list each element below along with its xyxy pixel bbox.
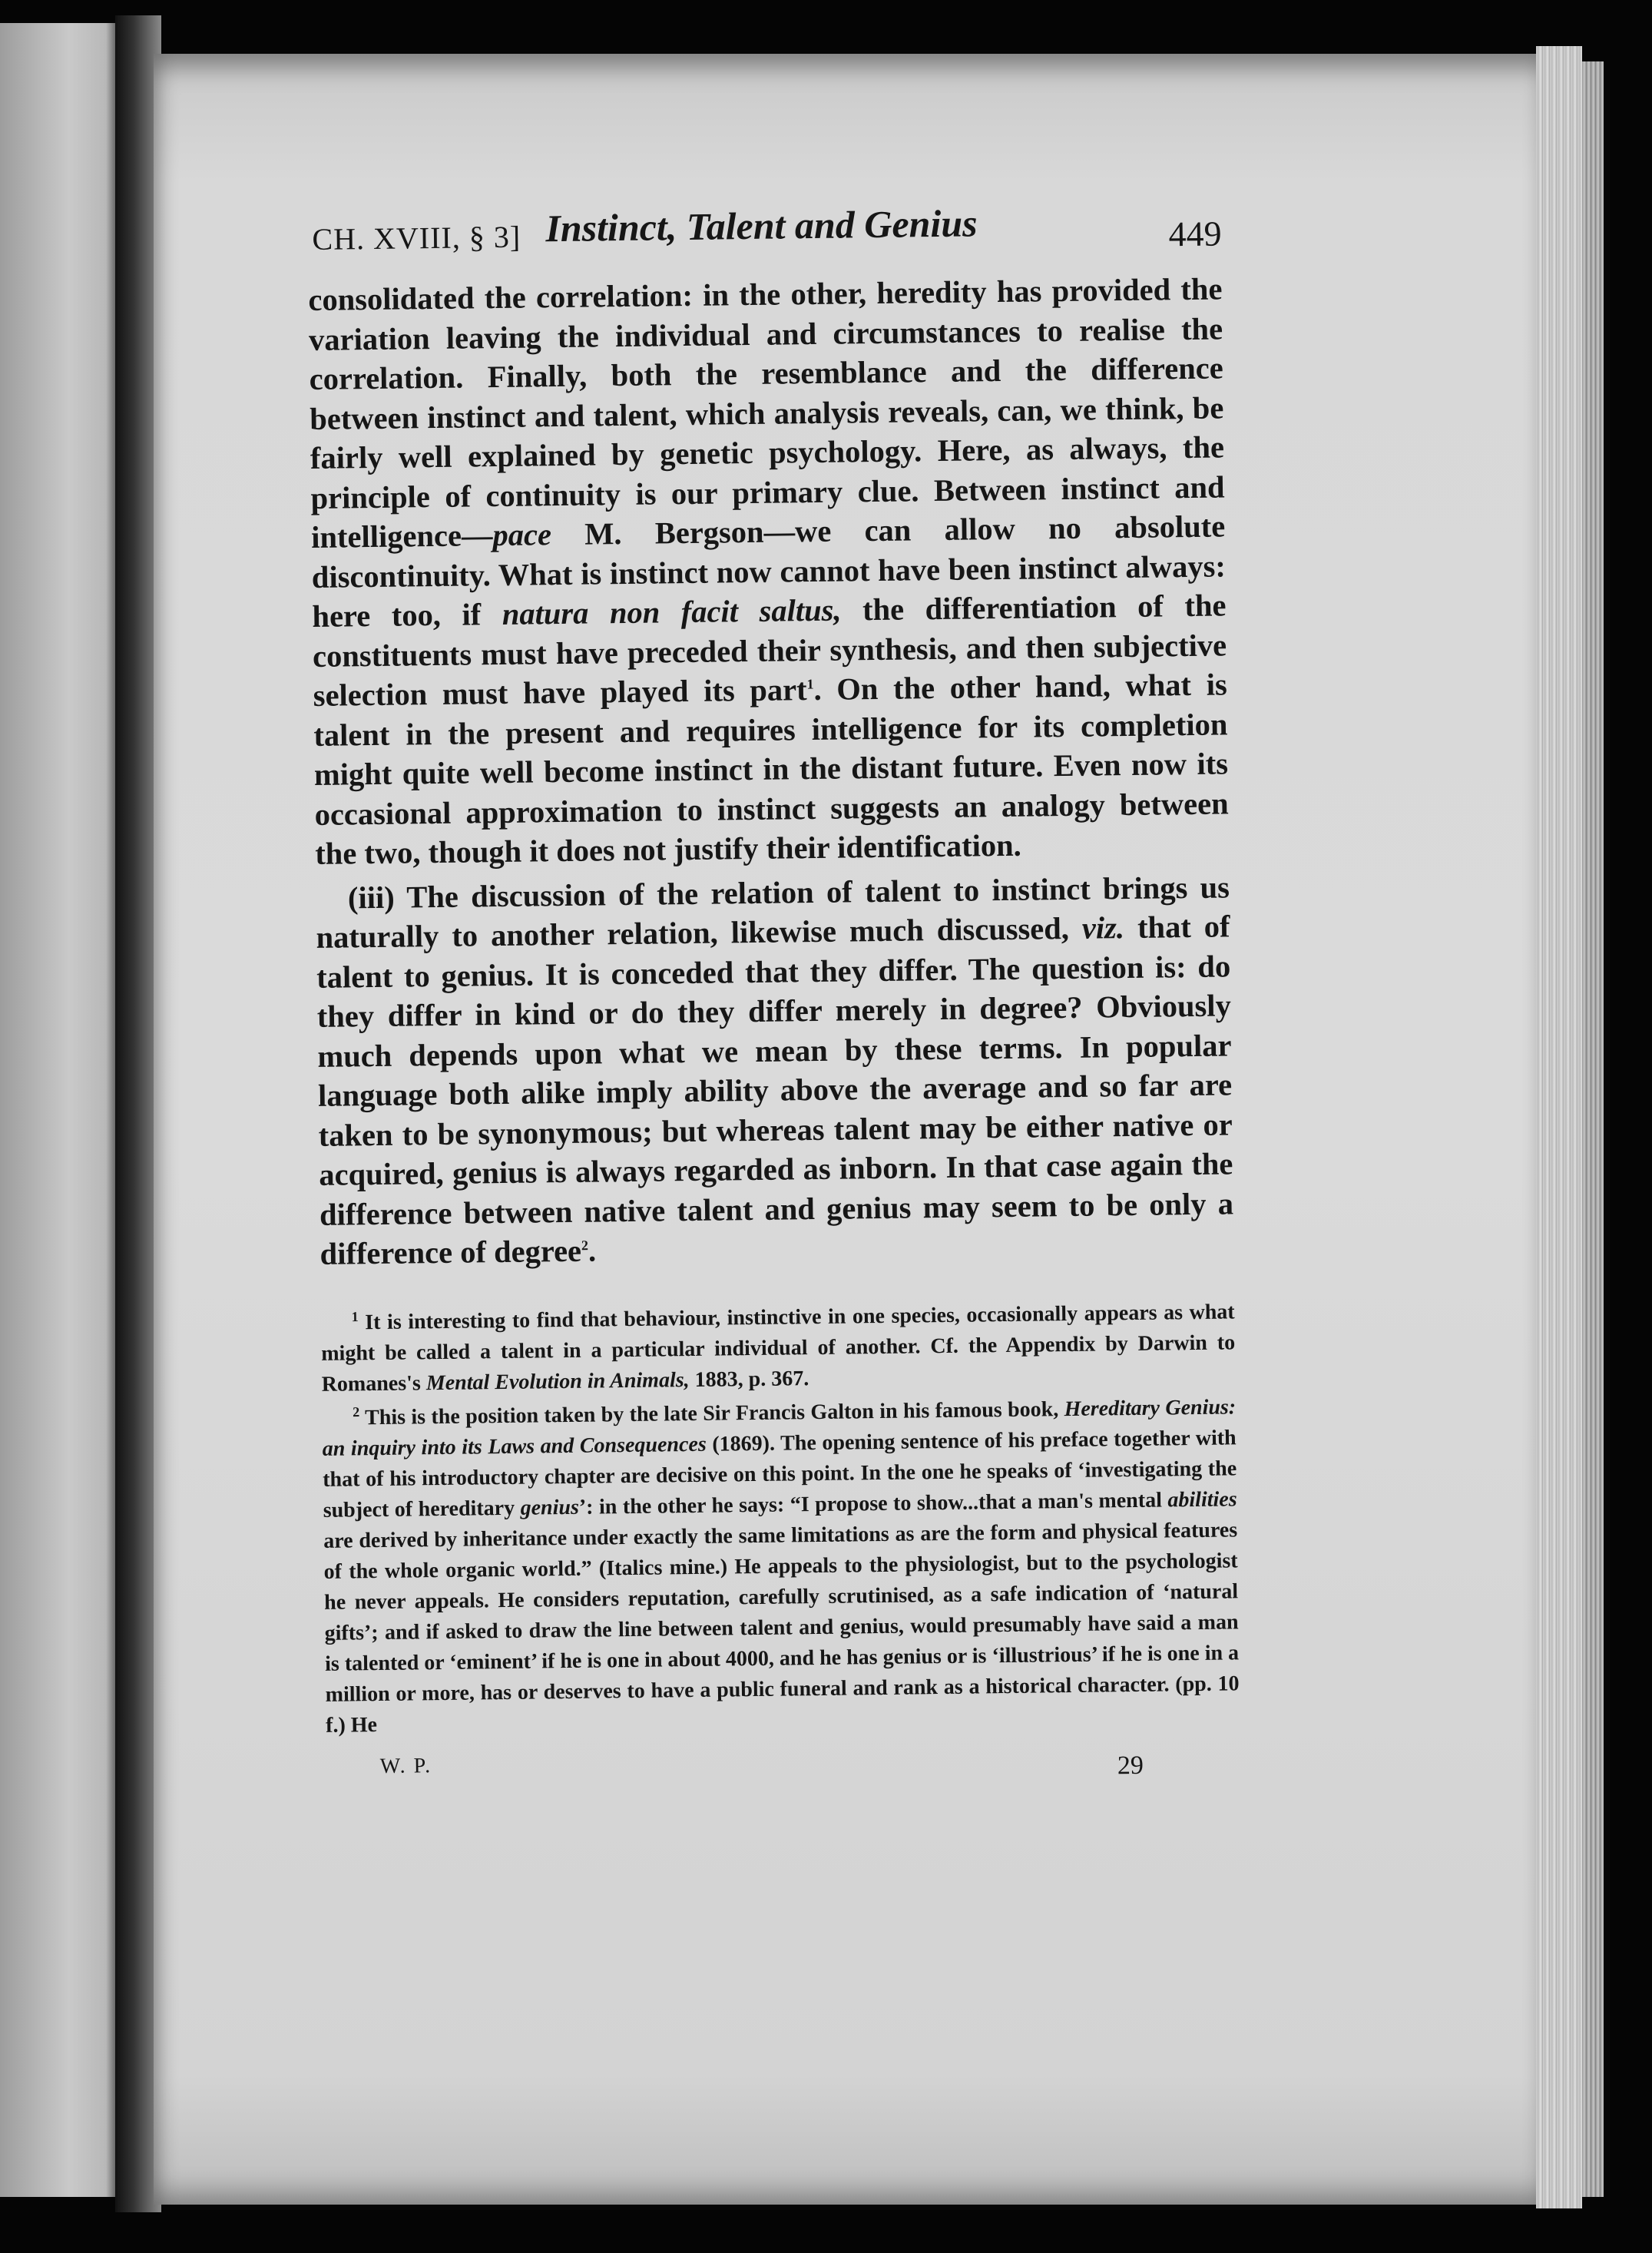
- text-run: . On the other hand, what is talent in the present and requires intelligence for its completion might quite well become instinct in the distant future. Even now its occasional approximation to instinct suggests an analogy between the two, though it does not justify their identification.: [313, 667, 1229, 871]
- running-head: [307, 196, 1222, 280]
- left-page-edge: [0, 23, 115, 2197]
- text-run: M. Bergson—we can allow no absolute discontinuity. What is instinct now cannot have been instinct always: here too, if: [311, 509, 1227, 634]
- paragraph-iii: [316, 867, 1234, 1274]
- page-stack-edge-outer: [1582, 61, 1604, 2197]
- text-run: .: [588, 1233, 597, 1268]
- footnote-number: 1: [351, 1308, 359, 1324]
- text-run: This is the position taken by the late Sir Francis Galton in his famous book,: [359, 1397, 1064, 1430]
- footnote-number: 2: [353, 1403, 360, 1420]
- signature-number: 29: [1117, 1751, 1144, 1780]
- text-run: It is interesting to find that behaviour, instinctive in one species, occasionally appears as what might be called a talent in a particular individual of another. Cf. the Appendix by Darwin to Romanes's: [321, 1299, 1236, 1397]
- printer-signature: W. P.: [379, 1753, 432, 1778]
- italic-run: abilities: [1167, 1486, 1237, 1512]
- footnote-1: [321, 1297, 1236, 1400]
- text-run: are derived by inheritance under exactly the same limitations as are the form and physical features of the whole organic world.” (Italics mine.) He appeals to the physiologist, but to the psychologist he never appeals. He considers reputation, carefully scrutinised, as a safe indication of ‘natural gifts’; and if asked to draw the line between talent and genius, would presumably have said a man is talented or ‘eminent’ if he is one in about 4000, and he has genius or is ‘illustrious’ if he is one in a million or more, has or deserves to have a public funeral and rank as a historical character. (pp. 10 f.) He: [323, 1517, 1240, 1738]
- text-run: ’: in the other he says: “I propose to show...that a man's mental: [578, 1487, 1168, 1519]
- running-title: Instinct, Talent and Genius: [545, 201, 978, 250]
- paragraph-continuation: [308, 269, 1229, 873]
- text-run: 1883, p. 367.: [689, 1366, 809, 1392]
- text-run: (iii) The discussion of the relation of talent to instinct brings us naturally to another relation, likewise much discussed,: [316, 869, 1230, 955]
- page-stack-edge: [1536, 46, 1582, 2208]
- footnote-2: [322, 1392, 1240, 1741]
- text-run: (1869). The opening sentence of his preface together with that of his introductory chapter are decisive on this point. In the one he speaks of ‘investigating the subject of hereditary: [323, 1425, 1237, 1522]
- text-run: consolidated the correlation: in the other, heredity has provided the variation leaving the individual and circumstances to realise the correlation. Finally, both the resemblance and the difference between instinct and talent, which analysis reveals, can, we think, be fairly well explained by genetic psychology. Here, as always, the principle of continuity is our primary clue. Between instinct and intelligence—: [308, 271, 1225, 555]
- page-number: 449: [1168, 214, 1222, 254]
- italic-run: genius: [520, 1495, 580, 1520]
- footnotes: [321, 1297, 1240, 1741]
- chapter-section: CH. XVIII, § 3]: [312, 219, 521, 257]
- italic-run: Hereditary Genius: an inquiry into its Laws and Consequences: [322, 1394, 1237, 1461]
- italic-run: natura non facit saltus,: [502, 592, 842, 631]
- italic-run: Mental Evolution in Animals,: [425, 1367, 690, 1395]
- text-run: that of talent to genius. It is conceded that they differ. The question is: do they differ in kind or do they differ merely in degree? Obviously much depends upon what we mean by these terms. In popular language both alike imply ability above the average and so far are taken to be synonymous; but whereas talent may be either native or acquired, genius is always regarded as inborn. In that case again the difference between native talent and genius may seem to be only a difference of degree: [316, 909, 1234, 1271]
- footnote-marker: 2: [581, 1237, 589, 1254]
- page-content: [307, 196, 1240, 1793]
- footnote-marker: 1: [806, 676, 814, 692]
- italic-run: viz.: [1081, 910, 1125, 946]
- text-run: the differentiation of the constituents must have preceded their synthesis, and then subjective selection must have played its part: [312, 588, 1227, 713]
- italic-run: pace: [492, 517, 552, 553]
